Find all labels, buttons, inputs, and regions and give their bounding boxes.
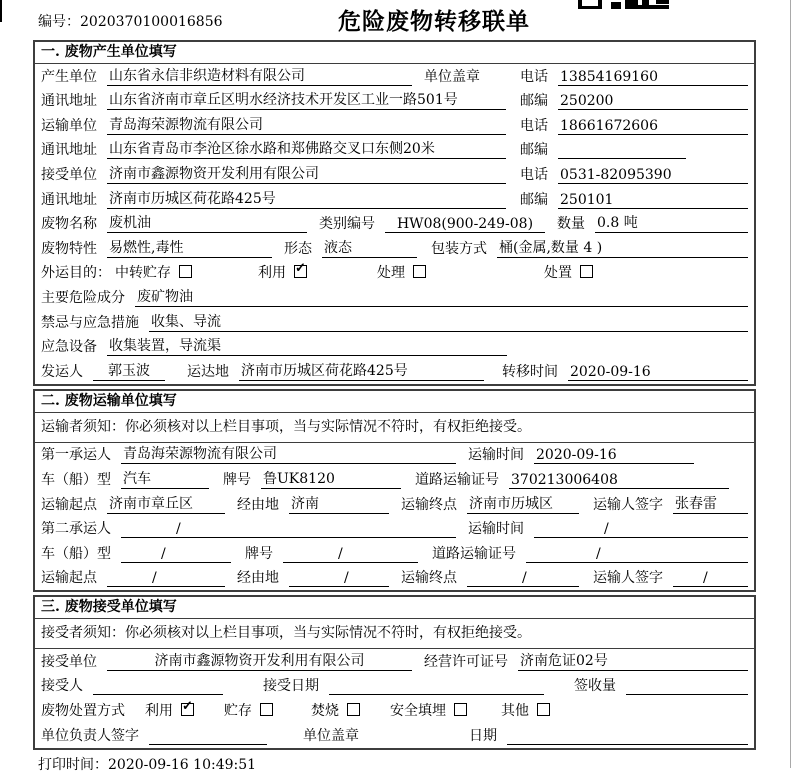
transporter-phone-label: 电话	[520, 117, 548, 134]
carrier2-label: 第二承运人	[41, 521, 111, 538]
origin1-label: 运输起点	[41, 496, 97, 513]
transporter-zip-value	[558, 142, 686, 159]
unit-seal-label: 单位盖章	[424, 68, 480, 85]
unit-seal2-label: 单位盖章	[303, 727, 359, 744]
plate1-label: 牌号	[223, 471, 251, 488]
receiver-notice: 接受者须知：你必须核对以上栏目事项，当与实际情况不符时，有权拒绝接受。	[35, 619, 754, 649]
business-permit-value: 济南危证02号	[518, 650, 748, 671]
disposal-option-utilize	[145, 700, 194, 720]
vehicle2-row	[35, 541, 754, 566]
document-header	[0, 0, 796, 40]
checkbox-dispose	[580, 265, 593, 278]
road-permit1-value: 370213006408	[509, 472, 729, 489]
producer-address-row	[35, 89, 754, 114]
carrier1-row	[35, 443, 754, 468]
waste-name-label: 废物名称	[41, 216, 97, 233]
destination-label: 运达地	[187, 363, 229, 380]
producer-unit-row	[35, 64, 754, 89]
disposal-option-store	[224, 700, 273, 720]
carrier2-time-label: 运输时间	[468, 521, 524, 538]
transfer-purpose-label: 外运目的：	[41, 265, 111, 282]
responsible-sign-value	[149, 728, 267, 745]
purpose-option-label: 中转贮存	[115, 265, 171, 282]
waste-form-value: 液态	[322, 237, 417, 258]
driver-sign1-label: 运输人签字	[593, 496, 663, 513]
producer-phone-value: 13854169160	[558, 69, 748, 86]
carrier2-time-value: /	[534, 521, 748, 538]
transporter-zip-label: 邮编	[520, 142, 548, 159]
receiver-zip-value: 250101	[558, 192, 748, 209]
acceptor-label: 接受人	[41, 678, 83, 695]
plate1-value: 鲁UK8120	[261, 468, 401, 489]
road-permit1-label: 道路运输证号	[415, 471, 499, 488]
checkbox-disposal-other	[537, 703, 550, 716]
road-permit2-value: /	[526, 546, 748, 563]
receiver-address-value: 济南市历城区荷花路425号	[107, 188, 506, 209]
origin1-value: 济南市章丘区	[107, 493, 225, 514]
section-producer-title: 一. 废物产生单位填写	[35, 42, 754, 64]
waste-property-value: 易燃性,毒性	[107, 237, 272, 258]
section-producer	[33, 40, 756, 386]
destination-value: 济南市历城区荷花路425号	[239, 360, 484, 381]
origin2-label: 运输起点	[41, 570, 97, 587]
print-time-value: 2020-09-16 10:49:51	[108, 756, 257, 773]
driver-sign2-value: /	[673, 570, 748, 587]
producer-phone-label: 电话	[520, 68, 548, 85]
print-time-label: 打印时间：	[38, 756, 108, 773]
plate2-label: 牌号	[245, 545, 273, 562]
purpose-option-label: 利用	[258, 265, 286, 282]
purpose-option-label: 处置	[544, 265, 572, 282]
page-edge-line	[790, 0, 791, 768]
disposal-option-label: 其他	[501, 703, 529, 720]
via2-label: 经由地	[237, 570, 279, 587]
producer-unit-value: 山东省永信非织造材料有限公司	[107, 65, 412, 86]
terminus2-value: /	[467, 570, 579, 587]
road-permit2-label: 道路运输证号	[432, 545, 516, 562]
purpose-option-dispose	[544, 262, 593, 282]
checkbox-disposal-store	[260, 703, 273, 716]
transfer-time-value: 2020-09-16	[568, 364, 748, 381]
carrier2-value: /	[121, 521, 456, 538]
carrier1-label: 第一承运人	[41, 447, 111, 464]
terminus2-label: 运输终点	[401, 570, 457, 587]
receiver-phone-value: 0531-82095390	[558, 167, 748, 184]
producer-zip-label: 邮编	[520, 93, 548, 110]
taboo-measures-label: 禁忌与应急措施	[41, 314, 139, 331]
receiver-zip-label: 邮编	[520, 191, 548, 208]
disposal-option-label: 利用	[145, 703, 173, 720]
waste-code-value: HW08(900-249-08)	[385, 216, 545, 233]
producer-address-value: 山东省济南市章丘区明水经济技术开发区工业一路501号	[107, 89, 506, 110]
producer-unit-label: 产生单位	[41, 68, 97, 85]
receiver-address-row	[35, 187, 754, 212]
checkbox-utilize	[294, 265, 307, 278]
driver-sign2-label: 运输人签字	[593, 570, 663, 587]
driver-sign1-value: 张春雷	[673, 493, 748, 514]
receiver-address-label: 通讯地址	[41, 191, 97, 208]
receiver-unit-label: 接受单位	[41, 166, 97, 183]
disposal-option-other	[501, 700, 550, 720]
via1-label: 经由地	[237, 496, 279, 513]
checkbox-treat	[413, 265, 426, 278]
carrier1-value: 青岛海荣源物流有限公司	[121, 443, 456, 464]
print-time	[38, 754, 796, 774]
purpose-option-utilize	[258, 262, 307, 282]
disposal-method-row	[35, 698, 754, 723]
business-permit-label: 经营许可证号	[424, 653, 508, 670]
via1-value: 济南	[289, 493, 389, 514]
vehicle2-type-value: /	[121, 546, 231, 563]
acceptor-row	[35, 674, 754, 699]
consignor-label: 发运人	[41, 363, 83, 380]
disposal-option-label: 贮存	[224, 703, 252, 720]
receiver-unit-value: 济南市鑫源物资开发利用有限公司	[107, 163, 506, 184]
section-receiver	[33, 595, 756, 749]
route2-row	[35, 566, 754, 591]
packaging-value: 桶(金属,数量 4 )	[497, 237, 748, 258]
transporter-notice: 运输者须知：你必须核对以上栏目事项，当与实际情况不符时，有权拒绝接受。	[35, 413, 754, 443]
main-hazard-value: 废矿物油	[135, 286, 748, 307]
dispatch-row	[35, 359, 754, 384]
transporter-phone-value: 18661672606	[558, 118, 748, 135]
via2-value: /	[289, 570, 389, 587]
vehicle2-type-label: 车（船）型	[41, 545, 111, 562]
main-hazard-row	[35, 285, 754, 310]
transporter-unit-row	[35, 113, 754, 138]
disposal-method-label: 废物处置方式	[41, 703, 125, 720]
checkbox-disposal-utilize	[181, 703, 194, 716]
disposal-option-label: 安全填埋	[390, 703, 446, 720]
emergency-equipment-value: 收集装置，导流渠	[107, 335, 507, 356]
received-amount-value	[626, 678, 748, 695]
taboo-measures-row	[35, 310, 754, 335]
seal-date-value	[507, 728, 748, 745]
consignor-value: 郭玉波	[93, 360, 165, 381]
receiving-unit-row	[35, 649, 754, 674]
waste-qty-value: 0.8 吨	[595, 212, 748, 233]
terminus1-value: 济南市历城区	[467, 493, 579, 514]
responsible-signature-row	[35, 723, 754, 748]
disposal-option-label: 焚烧	[311, 703, 339, 720]
doc-number-label: 编号：	[38, 14, 80, 30]
acceptor-value	[93, 678, 223, 695]
route1-row	[35, 492, 754, 517]
responsible-sign-label: 单位负责人签字	[41, 727, 139, 744]
section-transporter-title: 二. 废物运输单位填写	[35, 391, 754, 413]
carrier1-time-label: 运输时间	[468, 447, 524, 464]
transporter-address-row	[35, 138, 754, 163]
accept-date-label: 接受日期	[263, 678, 319, 695]
doc-number-value: 2020370100016856	[80, 14, 223, 30]
waste-property-label: 废物特性	[41, 240, 97, 257]
transporter-address-label: 通讯地址	[41, 142, 97, 159]
waste-qty-label: 数量	[557, 216, 585, 233]
plate2-value: /	[283, 546, 418, 563]
checkbox-transfer-storage	[179, 265, 192, 278]
transfer-purpose-row	[35, 261, 754, 286]
section-transporter	[33, 389, 756, 593]
carrier2-row	[35, 517, 754, 542]
emergency-equipment-label: 应急设备	[41, 339, 97, 356]
receiving-unit-label: 接受单位	[41, 653, 97, 670]
purpose-option-transfer-storage	[115, 262, 192, 282]
waste-name-row	[35, 212, 754, 237]
vehicle1-type-label: 车（船）型	[41, 471, 111, 488]
receiving-unit-value: 济南市鑫源物资开发利用有限公司	[107, 650, 412, 671]
accept-date-value	[329, 678, 544, 695]
receiver-unit-row	[35, 162, 754, 187]
receiver-phone-label: 电话	[520, 166, 548, 183]
taboo-measures-value: 收集、导流	[149, 311, 748, 332]
carrier1-time-value: 2020-09-16	[534, 447, 694, 464]
emergency-equipment-row	[35, 335, 754, 360]
checkbox-disposal-landfill	[454, 703, 467, 716]
disposal-option-landfill	[390, 700, 467, 720]
disposal-option-incinerate	[311, 700, 360, 720]
waste-form-label: 形态	[284, 240, 312, 257]
purpose-option-treat	[377, 262, 426, 282]
waste-property-row	[35, 236, 754, 261]
page-title: 危险废物转移联单	[338, 8, 530, 35]
purpose-option-label: 处理	[377, 265, 405, 282]
waste-code-label: 类别编号	[319, 216, 375, 233]
terminus1-label: 运输终点	[401, 496, 457, 513]
seal-date-label: 日期	[469, 727, 497, 744]
packaging-label: 包装方式	[431, 240, 487, 257]
transporter-unit-value: 青岛海荣源物流有限公司	[107, 114, 506, 135]
transfer-time-label: 转移时间	[502, 363, 558, 380]
transporter-unit-label: 运输单位	[41, 117, 97, 134]
section-receiver-title: 三. 废物接受单位填写	[35, 597, 754, 619]
vehicle1-type-value: 汽车	[121, 468, 209, 489]
waste-name-value: 废机油	[107, 212, 307, 233]
received-amount-label: 签收量	[574, 678, 616, 695]
checkbox-disposal-incinerate	[347, 703, 360, 716]
main-hazard-label: 主要危险成分	[41, 289, 125, 306]
transporter-address-value: 山东省青岛市李沧区徐水路和郑佛路交叉口东侧20米	[107, 138, 506, 159]
origin2-value: /	[107, 570, 225, 587]
vehicle1-row	[35, 467, 754, 492]
producer-address-label: 通讯地址	[41, 93, 97, 110]
producer-zip-value: 250200	[558, 93, 748, 110]
